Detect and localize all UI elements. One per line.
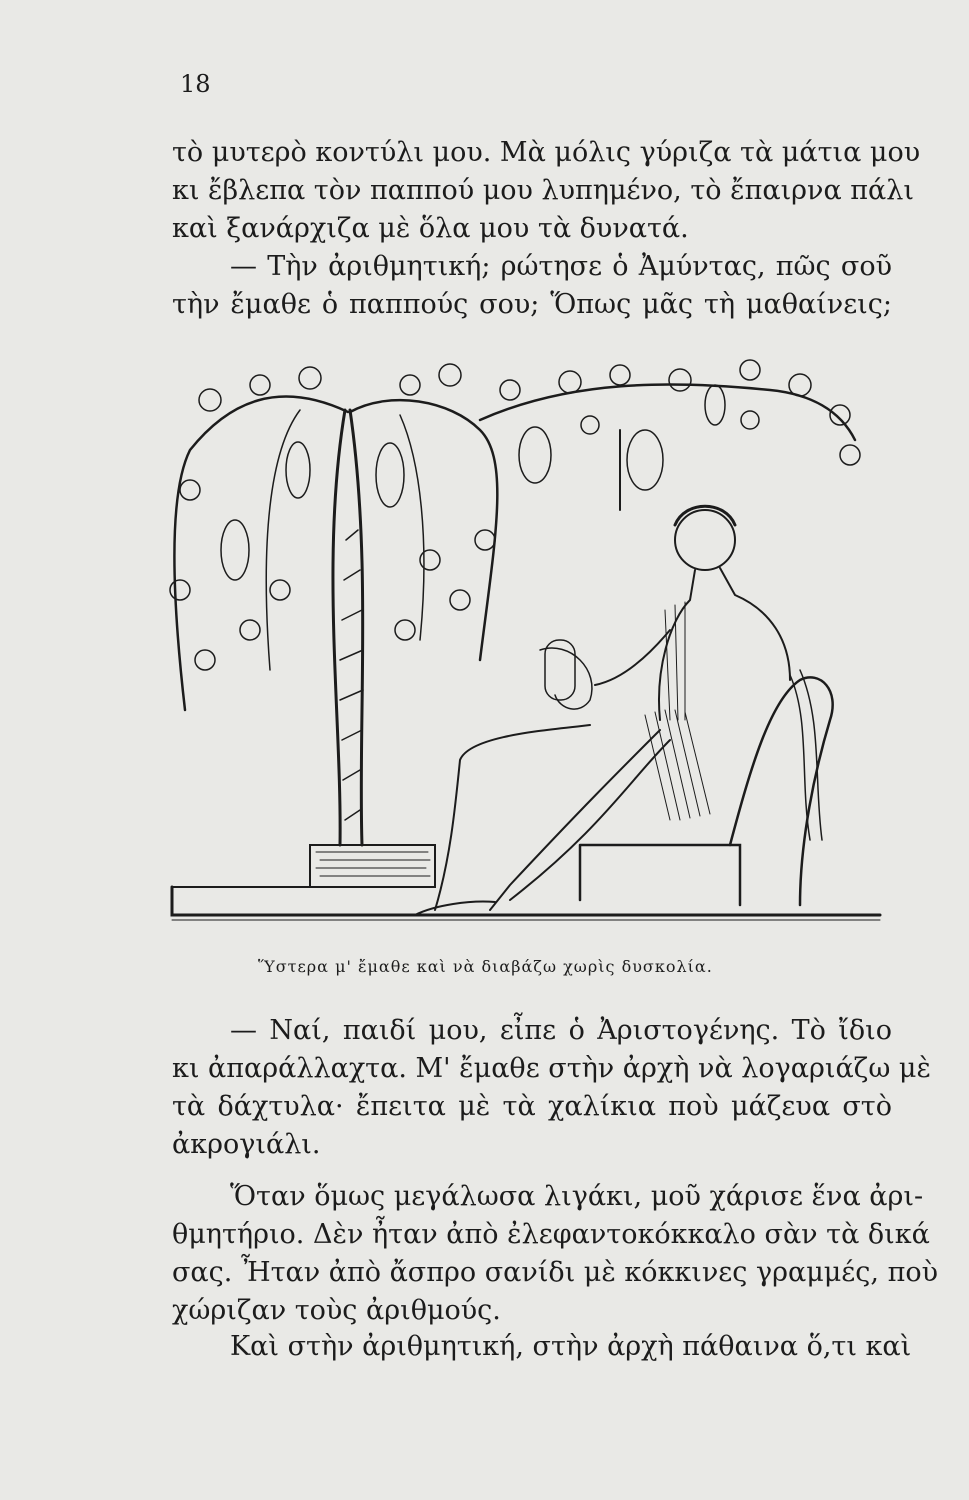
text-line: σας. Ἦταν ἀπὸ ἄσπρο σανίδι μὲ κόκκινες γραμμές, ποὺ: [172, 1257, 938, 1288]
text-line: — Ναί, παιδί μου, εἶπε ὁ Ἀριστογένης. Τὸ ἴδιο: [230, 1015, 892, 1046]
text-line: θμητήριο. Δὲν ἦταν ἀπὸ ἐλεφαντοκόκκαλο σὰν τὰ δικά: [172, 1219, 930, 1250]
text-line: κι ἀπαράλλαχτα. Μ' ἔμαθε στὴν ἀρχὴ νὰ λογαριάζω μὲ: [172, 1053, 931, 1084]
text-line: τὴν ἔμαθε ὁ παππούς σου; Ὅπως μᾶς τὴ μαθαίνεις;: [172, 289, 892, 320]
text-line: — Τὴν ἀριθμητική; ρώτησε ὁ Ἀμύντας, πῶς σοῦ: [230, 251, 892, 282]
text-line: τὸ μυτερὸ κοντύλι μου. Μὰ μόλις γύριζα τὰ μάτια μου: [172, 137, 921, 168]
text-line: Καὶ στὴν ἀριθμητική, στὴν ἀρχὴ πάθαινα ὅ,τι καὶ: [230, 1331, 912, 1362]
text-line: κι ἔβλεπα τὸν παππού μου λυπημένο, τὸ ἔπαιρνα πάλι: [172, 175, 914, 206]
text-line: καὶ ξανάρχιζα μὲ ὅλα μου τὰ δυνατά.: [172, 213, 689, 244]
paragraph-2: [172, 1012, 931, 1164]
paragraph-3: [172, 1178, 938, 1330]
page-number: 18: [180, 70, 211, 98]
text-line: Ὅταν ὅμως μεγάλωσα λιγάκι, μοῦ χάρισε ἕνα ἀρι-: [230, 1181, 924, 1212]
text-line: ἀκρογιάλι.: [172, 1129, 321, 1160]
illustration: [150, 340, 890, 955]
paragraph-4: [172, 1328, 912, 1366]
text-line: χώριζαν τοὺς ἀριθμούς.: [172, 1295, 501, 1326]
text-line: τὰ δάχτυλα· ἔπειτα μὲ τὰ χαλίκια ποὺ μάζευα στὸ: [172, 1091, 892, 1122]
seated-youth-under-vine-drawing: [150, 340, 890, 955]
paragraph-1: [172, 134, 921, 324]
figure-caption: Ὕστερα μ' ἔμαθε καὶ νὰ διαβάζω χωρὶς δυσκολία.: [258, 957, 713, 976]
